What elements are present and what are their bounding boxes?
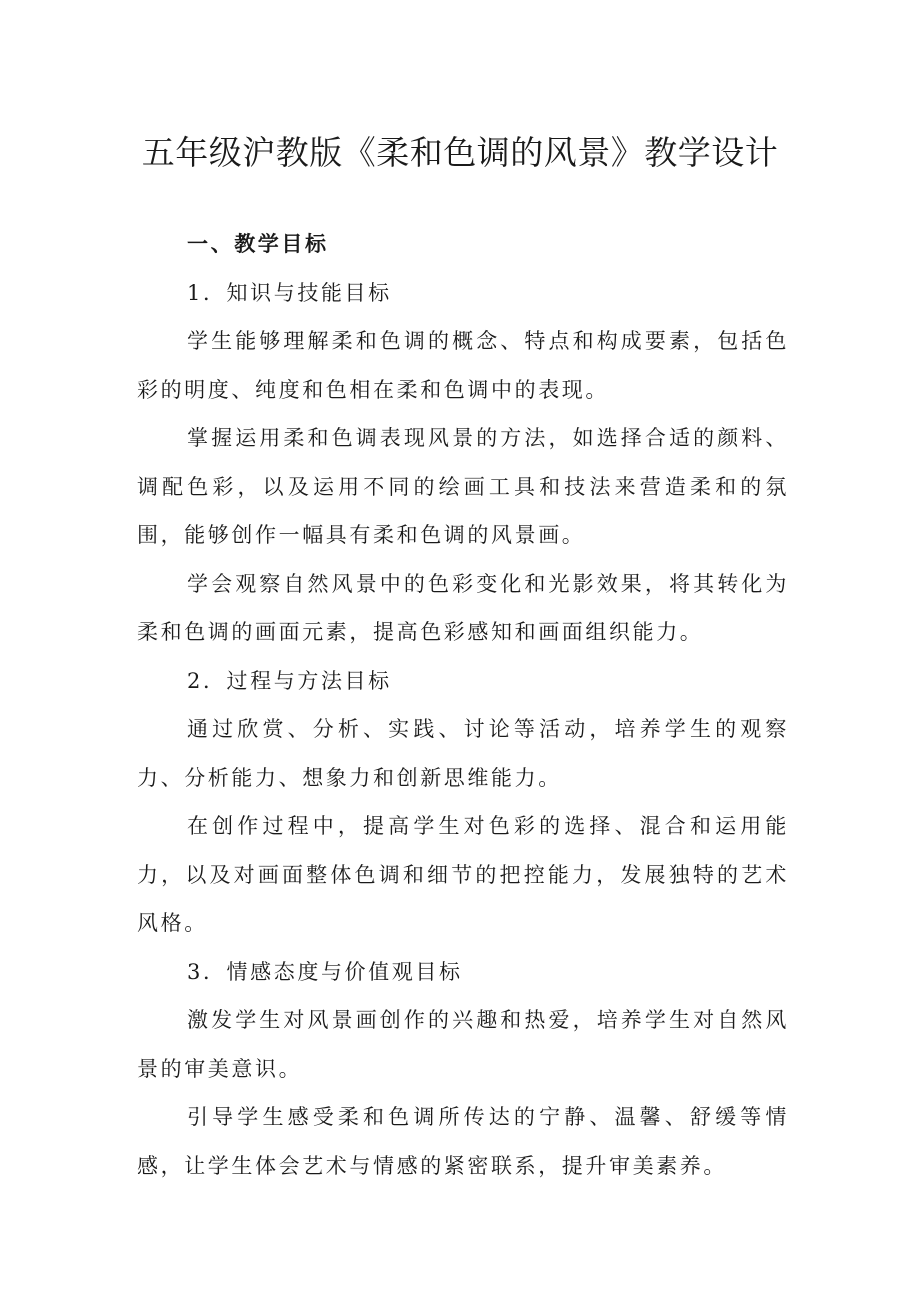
paragraph: 学会观察自然风景中的色彩变化和光影效果，将其转化为柔和色调的画面元素，提高色彩感知和画面组织能力。 [137, 571, 789, 644]
section-heading-teaching-objectives: 一、教学目标 [187, 232, 329, 256]
document-title: 五年级沪教版《柔和色调的风景》教学设计 [141, 133, 779, 172]
paragraph: 激发学生对风景画创作的兴趣和热爱，培养学生对自然风景的审美意识。 [137, 1008, 789, 1081]
paragraph: 学生能够理解柔和色调的概念、特点和构成要素，包括色彩的明度、纯度和色相在柔和色调中的表现。 [137, 329, 789, 402]
subsection-heading-process-methods: 2．过程与方法目标 [187, 668, 392, 693]
paragraph: 掌握运用柔和色调表现风景的方法，如选择合适的颜料、调配色彩，以及运用不同的绘画工具和技法来营造柔和的氛围，能够创作一幅具有柔和色调的风景画。 [137, 426, 789, 547]
paragraph: 引导学生感受柔和色调所传达的宁静、温馨、舒缓等情感，让学生体会艺术与情感的紧密联系，提升审美素养。 [137, 1105, 789, 1178]
subsection-heading-knowledge-skills: 1．知识与技能目标 [187, 280, 392, 305]
paragraph: 通过欣赏、分析、实践、讨论等活动，培养学生的观察力、分析能力、想象力和创新思维能力。 [137, 717, 789, 790]
document-body [137, 220, 789, 1190]
subsection-heading-emotion-values: 3．情感态度与价值观目标 [187, 959, 463, 984]
paragraph: 在创作过程中，提高学生对色彩的选择、混合和运用能力，以及对画面整体色调和细节的把控能力，发展独特的艺术风格。 [137, 814, 789, 935]
